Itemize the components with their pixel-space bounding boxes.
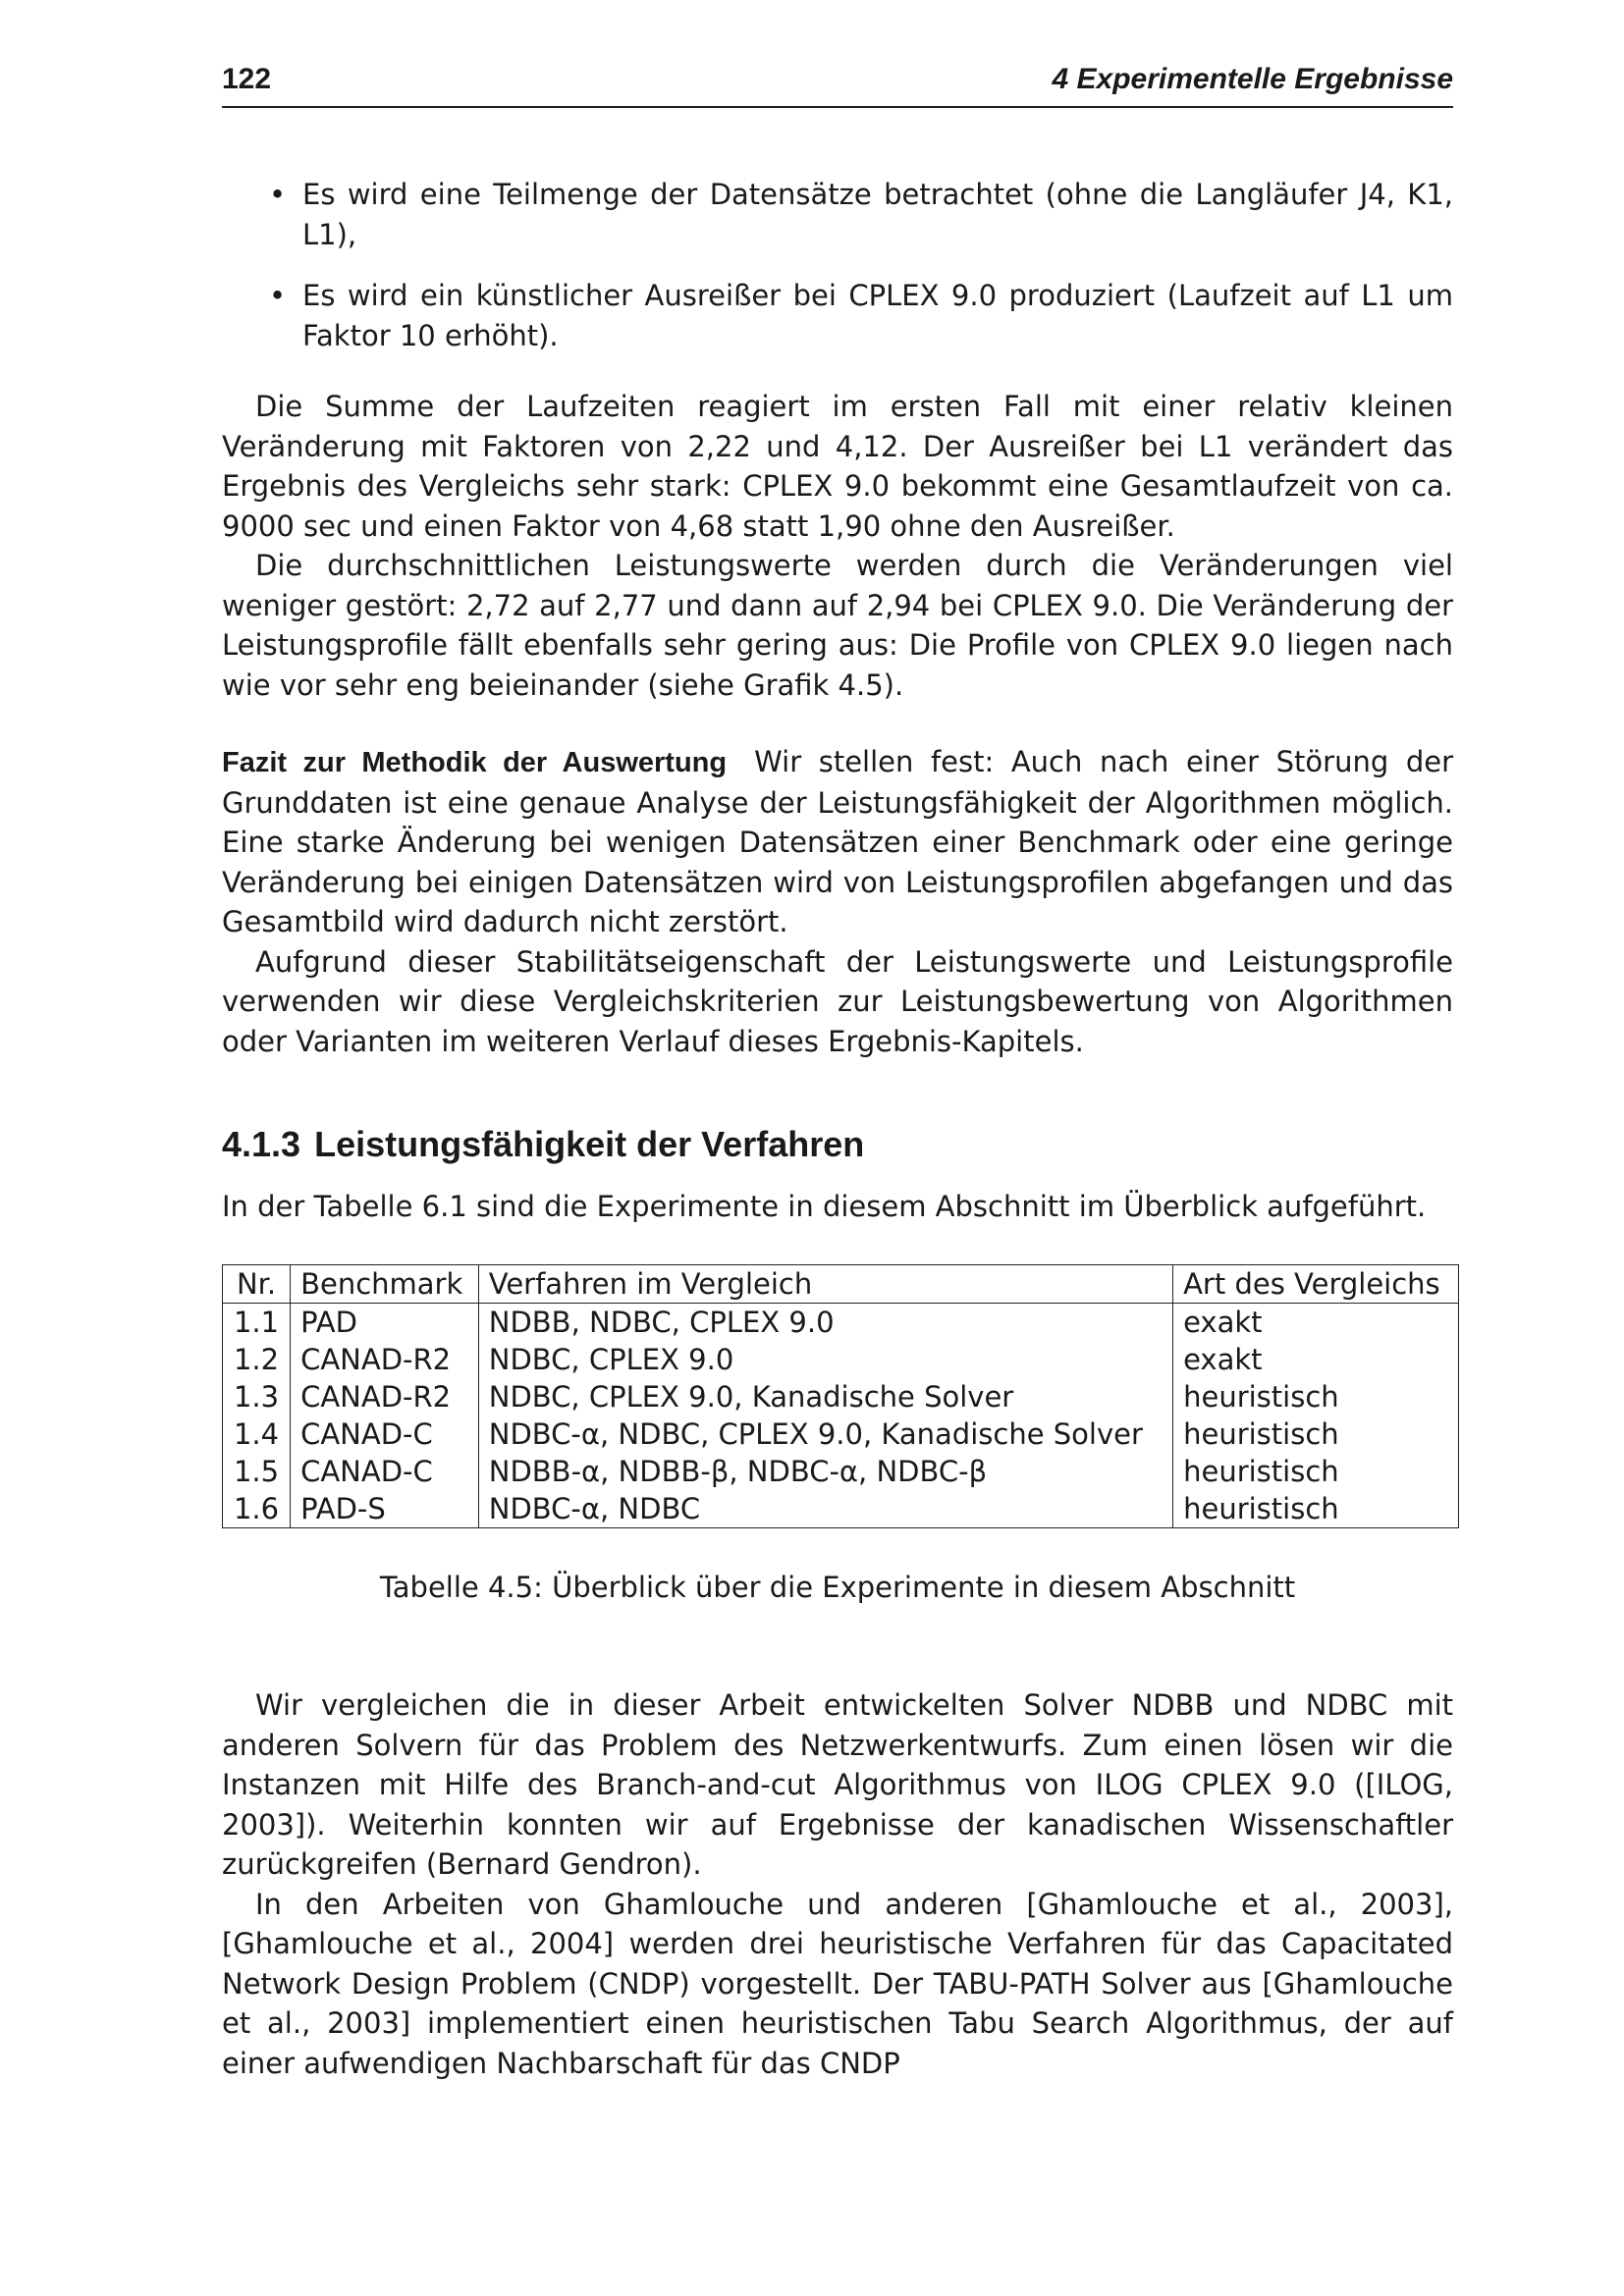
table-caption: Tabelle 4.5: Überblick über die Experimente in diesem Abschnitt [379, 1570, 1296, 1604]
table-header-cell: Verfahren im Vergleich [478, 1264, 1172, 1303]
table-cell: CANAD-R2 [291, 1378, 479, 1415]
table-cell: heuristisch [1173, 1415, 1459, 1453]
table-cell: CANAD-C [291, 1415, 479, 1453]
table-cell: 1.1 [223, 1303, 291, 1341]
table-header-cell: Art des Vergleichs [1173, 1264, 1459, 1303]
table-cell: CANAD-C [291, 1453, 479, 1490]
paragraph: Wir vergleichen die in dieser Arbeit entwickelten Solver NDBB und NDBC mit anderen Solvern für das Problem des Netzwerkentwurfs. Zum einen lösen wir die Instanzen mit Hilfe des Branch-and-cut Algorithmus von ILOG CPLEX 9.0 ([ILOG, 2003]). Weiterhin konnten wir auf Ergebnisse der kanadischen Wissenschaftler zurückgreifen (Bernard Gendron). [222, 1688, 1453, 1881]
fazit-text: Wir stellen fest: Auch nach einer Störung der Grunddaten ist eine genaue Analyse der Leistungsfähigkeit der Algorithmen möglich. Eine starke Änderung bei wenigen Datensätzen einer Benchmark oder eine geringe Veränderung bei einigen Datensätzen wird von Leistungsprofilen abgefangen und das Gesamtbild wird dadurch nicht zerstört. [222, 745, 1454, 938]
table-row [223, 1415, 1459, 1453]
running-header [222, 59, 1453, 108]
paragraph-block [222, 387, 1453, 705]
paragraph: In den Arbeiten von Ghamlouche und anderen [Ghamlouche et al., 2003], [Ghamlouche et al., 2004] werden drei heuristische Verfahren für das Capacitated Network Design Problem (CNDP) vorgestellt. Der TABU-PATH Solver aus [Ghamlouche et al., 2003] implementiert einen heuristischen Tabu Search Algorithmus, der auf einer aufwendigen Nachbarschaft für das CNDP [222, 1887, 1453, 2080]
paragraph: Die Summe der Laufzeiten reagiert im ersten Fall mit einer relativ kleinen Veränderung mit Faktoren von 2,22 und 4,12. Der Ausreißer bei L1 verändert das Ergebnis des Vergleichs sehr stark: CPLEX 9.0 bekommt eine Gesamtlaufzeit von ca. 9000 sec und einen Faktor von 4,68 statt 1,90 ohne den Ausreißer. [222, 390, 1453, 543]
section-heading [222, 1124, 1453, 1165]
table-row [223, 1378, 1459, 1415]
bullet-item: • Es wird ein künstlicher Ausreißer bei CPLEX 9.0 produziert (Laufzeit auf L1 um Faktor 10 erhöht). [302, 276, 1453, 355]
table-cell: 1.6 [223, 1490, 291, 1528]
paragraph: Die durchschnittlichen Leistungswerte werden durch die Veränderungen viel weniger gestört: 2,72 auf 2,77 und dann auf 2,94 bei CPLEX 9.0. Die Veränderung der Leistungsprofile fällt ebenfalls sehr gering aus: Die Profile von CPLEX 9.0 liegen nach wie vor sehr eng beieinander (siehe Grafik 4.5). [222, 549, 1453, 702]
table-cell: heuristisch [1173, 1453, 1459, 1490]
table-row [223, 1341, 1459, 1378]
paragraph-block [222, 1685, 1453, 2083]
table-cell: NDBC, CPLEX 9.0 [478, 1341, 1172, 1378]
table-cell: PAD [291, 1303, 479, 1341]
table-header-row [223, 1264, 1459, 1303]
section-number: 4.1.3 [222, 1124, 301, 1164]
table-cell: 1.3 [223, 1378, 291, 1415]
fazit-paragraph [222, 742, 1453, 942]
table-cell: NDBC-α, NDBC, CPLEX 9.0, Kanadische Solver [478, 1415, 1172, 1453]
paragraph: Aufgrund dieser Stabilitätseigenschaft der Leistungswerte und Leistungsprofile verwenden wir diese Vergleichskriterien zur Leistungsbewertung von Algorithmen oder Varianten im weiteren Verlauf dieses Ergebnis-Kapitels. [222, 944, 1453, 1058]
bullet-item: • Es wird eine Teilmenge der Datensätze betrachtet (ohne die Langläufer J4, K1, L1), [302, 175, 1453, 254]
table-row [223, 1303, 1459, 1341]
section-title: Leistungsfähigkeit der Verfahren [314, 1124, 865, 1164]
table-row [223, 1490, 1459, 1528]
page-number: 122 [222, 63, 272, 95]
page [222, 59, 1453, 2083]
table-row [223, 1453, 1459, 1490]
fazit-heading: Fazit zur Methodik der Auswertung [222, 747, 728, 778]
table-cell: 1.2 [223, 1341, 291, 1378]
chapter-title: 4 Experimentelle Ergebnisse [1052, 63, 1453, 95]
table-cell: PAD-S [291, 1490, 479, 1528]
table-cell: exakt [1173, 1341, 1459, 1378]
table-cell: NDBC, CPLEX 9.0, Kanadische Solver [478, 1378, 1172, 1415]
fazit-block [222, 742, 1453, 1061]
table-cell: CANAD-R2 [291, 1341, 479, 1378]
table-cell: 1.5 [223, 1453, 291, 1490]
experiments-table [222, 1264, 1459, 1528]
table-cell: NDBB, NDBC, CPLEX 9.0 [478, 1303, 1172, 1341]
table-header-cell: Nr. [223, 1264, 291, 1303]
section-intro: In der Tabelle 6.1 sind die Experimente in diesem Abschnitt im Überblick aufgeführt. [222, 1190, 1427, 1223]
table-cell: heuristisch [1173, 1490, 1459, 1528]
table-cell: heuristisch [1173, 1378, 1459, 1415]
table-cell: NDBC-α, NDBC [478, 1490, 1172, 1528]
table-cell: NDBB-α, NDBB-β, NDBC-α, NDBC-β [478, 1453, 1172, 1490]
bullet-list [222, 175, 1453, 355]
table-header-cell: Benchmark [291, 1264, 479, 1303]
table-cell: 1.4 [223, 1415, 291, 1453]
table-cell: exakt [1173, 1303, 1459, 1341]
